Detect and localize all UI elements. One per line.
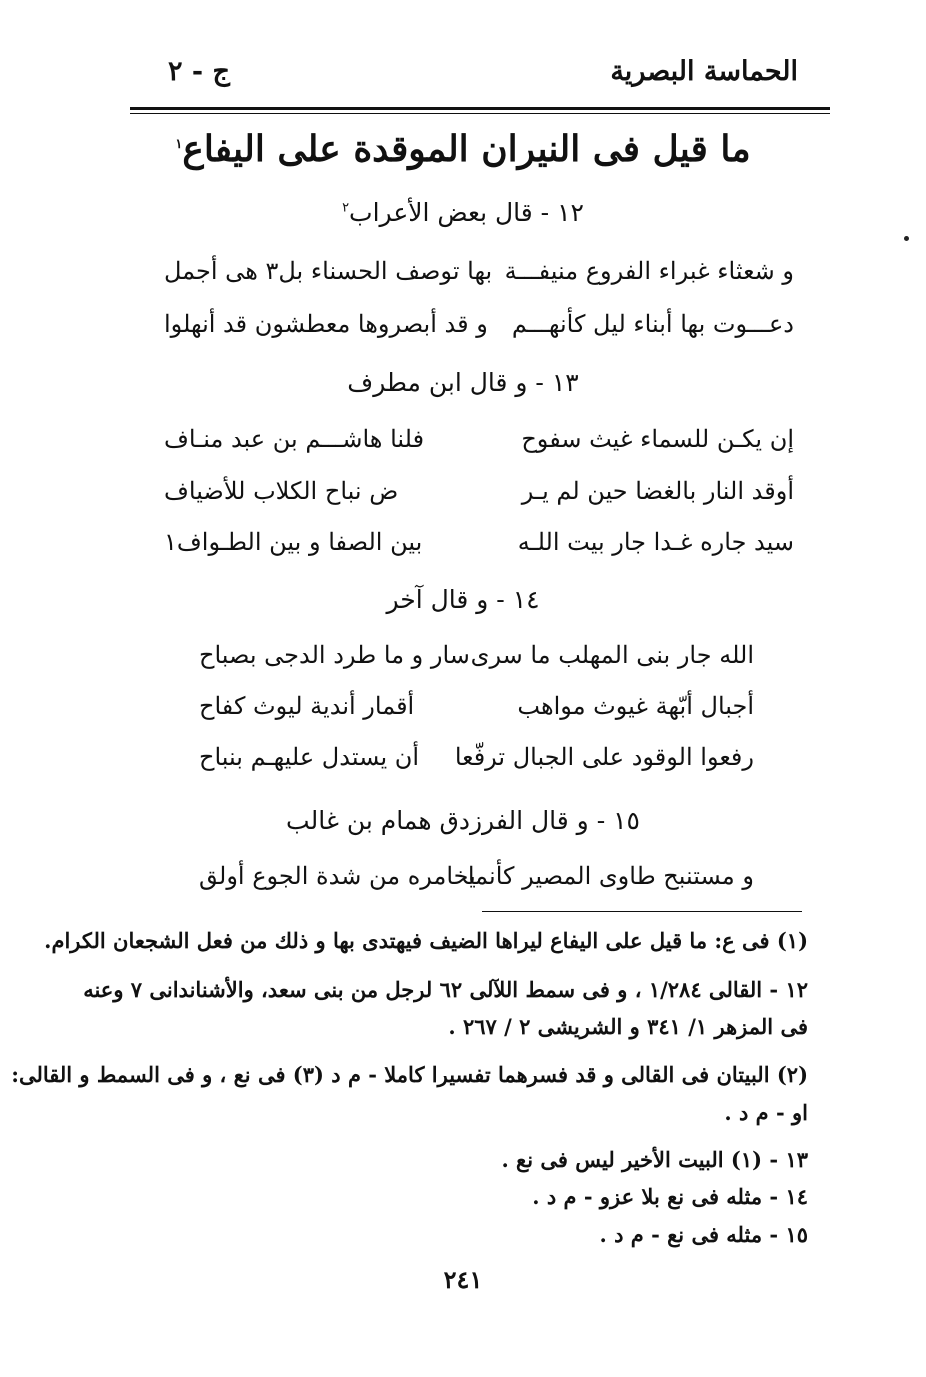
poem-heading-note: ٢ [342, 200, 350, 216]
running-header-title: الحماسة البصرية [610, 56, 798, 87]
verse-hemistich-first: رفعوا الوقود على الجبال ترفّعا [454, 743, 754, 771]
footnote-rule [482, 911, 802, 912]
footnote-line: ١٥ - مثله فى نع - م د . [599, 1222, 808, 1247]
footnote-line: ١٤ - مثله فى نع بلا عزو - م د . [532, 1184, 808, 1209]
poem-heading-15: ١٥ - و قال الفرزدق همام بن غالب [286, 806, 640, 835]
verse-hemistich-first: سيد جاره غـدا جار بيت اللـه [517, 528, 794, 556]
verse-hemistich-second: أقمار أندية ليوث كفاح [199, 692, 415, 720]
verse-hemistich-first: أجبال أبّهة غيوث مواهب [517, 692, 754, 720]
verse-hemistich-first: إن يكـن للسماء غيث سفوح [521, 425, 794, 453]
running-header-volume: ج - ٢ [168, 56, 230, 87]
poem-heading-13: ١٣ - و قال ابن مطرف [347, 368, 579, 397]
verse-hemistich-second: و قد أبصروها معطشون قد أنهلوا [164, 310, 488, 338]
verse-hemistich-second: أن يستدل عليهـم بنباح [199, 743, 420, 771]
verse-hemistich-second: ض نباح الكلاب للأضياف [164, 477, 399, 505]
footnote-line: (٢) البيتان فى القالى و قد فسرهما تفسيرا كاملا - م د (٣) فى نع ، و فى السمط و القالى: [11, 1062, 808, 1087]
verse-hemistich-second: بين الصفا و بين الطـواف١ [164, 528, 423, 556]
header-rule-thin [130, 113, 830, 114]
section-title: ما قيل فى النيران الموقدة على اليفاع$^١$ [175, 128, 751, 170]
section-title-note: ١ [175, 137, 183, 152]
verse-hemistich-first: دعـــوت بها أبناء ليل كأنهـــم [511, 310, 794, 338]
footnote-line: ١٢ - القالى ١/٢٨٤ ، و فى سمط اللآلى ٦٢ لرجل من بنى سعد، والأشناندانى ٧ وعنه [83, 977, 808, 1002]
verse-hemistich-second: فلنا هاشـــم بن عبد منـاف [164, 425, 425, 453]
verse-hemistich-first: أوقد النار بالغضا حين لم يـر [521, 477, 794, 505]
footnote-line: (١) فى ع: ما قيل على اليفاع ليراها الضيف فيهتدى بها و ذلك من فعل الشجعان الكرام. [44, 928, 808, 953]
verse-hemistich-second: سار و ما طرد الدجى بصباح [199, 641, 470, 669]
verse-hemistich-first: و مستنبح طاوى المصير كأنما [467, 862, 754, 890]
footnote-line: فى المزهر ١/ ٣٤١ و الشريشى ٢ / ٢٦٧ . [448, 1014, 808, 1039]
footnote-line: ١٣ - (١) البيت الأخير ليس فى نع . [501, 1147, 808, 1172]
verse-hemistich-second: بها توصف الحسناء بل٣ هى أجمل [164, 257, 493, 285]
footnote-line: او - م د . [724, 1100, 808, 1125]
header-rule-thick [130, 107, 830, 110]
verse-hemistich-first: و شعثاء غبراء الفروع منيفـــة [504, 257, 794, 285]
page-number: ٢٤١ [443, 1265, 483, 1294]
poem-heading-14: ١٤ - و قال آخر [386, 585, 540, 614]
verse-hemistich-first: الله جار بنى المهلب ما سرى [470, 641, 754, 669]
verse-hemistich-second: يخامره من شدة الجوع أولق [199, 862, 476, 890]
poem-heading-12: ١٢ - قال بعض الأعراب$^٢$ [342, 198, 584, 227]
margin-speck [904, 236, 909, 241]
